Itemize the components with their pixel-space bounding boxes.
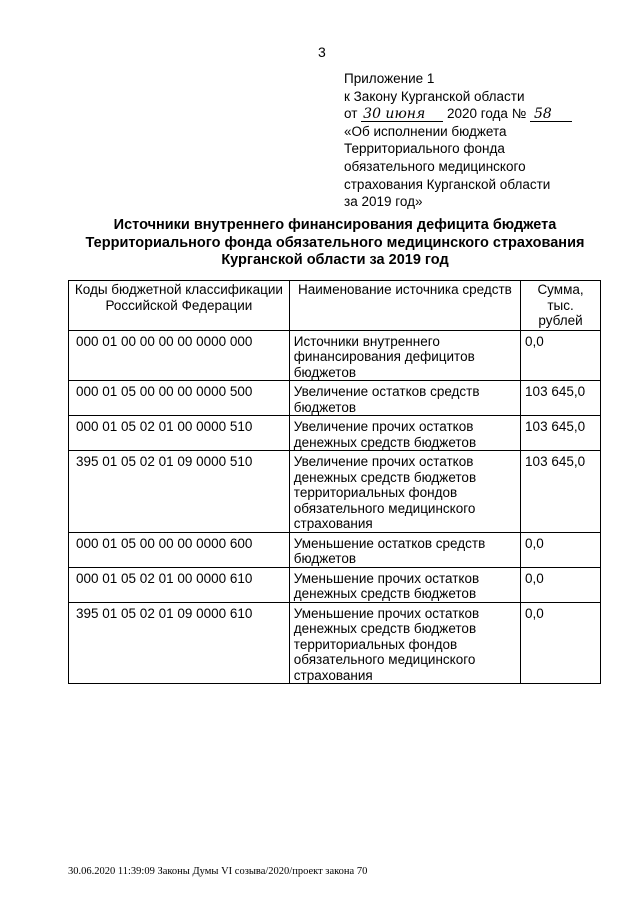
row-sum: 103 645,0 xyxy=(521,416,601,451)
row-code: 000 01 05 02 01 00 0000 510 xyxy=(69,416,290,451)
row-name: Уменьшение прочих остатков денежных средств бюджетов xyxy=(289,567,520,602)
row-name: Увеличение остатков средств бюджетов xyxy=(289,381,520,416)
row-name: Уменьшение остатков средств бюджетов xyxy=(289,532,520,567)
row-code: 395 01 05 02 01 09 0000 510 xyxy=(69,451,290,533)
footer-stamp: 30.06.2020 11:39:09 Законы Думы VI созыва/2020/проект закона 70 xyxy=(68,866,368,877)
table-row xyxy=(69,567,601,602)
row-sum: 103 645,0 xyxy=(521,451,601,533)
heading-line-3: Курганской области за 2019 год xyxy=(221,252,449,268)
row-sum: 103 645,0 xyxy=(521,381,601,416)
table-row xyxy=(69,532,601,567)
table-row xyxy=(69,451,601,533)
appendix-law-ref: к Закону Курганской области xyxy=(344,88,525,104)
row-name: Увеличение прочих остатков денежных средств бюджетов территориальных фондов обязательного медицинского страхования xyxy=(289,451,520,533)
row-name: Уменьшение прочих остатков денежных средств бюджетов территориальных фондов обязательного медицинского страхования xyxy=(289,602,520,684)
handwritten-number-text: 58 xyxy=(533,106,552,123)
table-row xyxy=(69,602,601,684)
row-name: Источники внутреннего финансирования дефицитов бюджетов xyxy=(289,330,520,381)
date-prefix: от xyxy=(344,106,358,122)
page-number: 3 xyxy=(318,44,326,60)
header-codes: Коды бюджетной классификации Российской Федерации xyxy=(69,281,290,331)
row-sum: 0,0 xyxy=(521,532,601,567)
row-sum: 0,0 xyxy=(521,330,601,381)
row-code: 000 01 05 00 00 00 0000 600 xyxy=(69,532,290,567)
handwritten-date-text: 30 июня xyxy=(363,106,426,123)
appendix-law-title-2: Территориального фонда xyxy=(344,141,505,157)
handwritten-date xyxy=(361,107,443,122)
appendix-date-line xyxy=(344,105,624,123)
table-row xyxy=(69,381,601,416)
appendix-block xyxy=(344,70,624,211)
row-code: 000 01 05 00 00 00 0000 500 xyxy=(69,381,290,416)
appendix-title: Приложение 1 xyxy=(344,71,435,86)
row-sum: 0,0 xyxy=(521,567,601,602)
appendix-law-title-3: обязательного медицинского xyxy=(344,158,526,174)
heading-line-2: Территориального фонда обязательного медицинского страхования xyxy=(85,234,585,251)
table-row xyxy=(69,416,601,451)
table-header-row xyxy=(69,281,601,331)
row-name: Увеличение прочих остатков денежных средств бюджетов xyxy=(289,416,520,451)
handwritten-number xyxy=(530,107,572,122)
document-heading xyxy=(68,217,602,270)
table-row xyxy=(69,330,601,381)
header-sum: Сумма, тыс. рублей xyxy=(521,281,601,331)
appendix-law-title-4: страхования Курганской области xyxy=(344,176,551,192)
date-suffix: 2020 года № xyxy=(446,106,527,122)
row-code: 000 01 05 02 01 00 0000 610 xyxy=(69,567,290,602)
row-code: 000 01 00 00 00 00 0000 000 xyxy=(69,330,290,381)
row-code: 395 01 05 02 01 09 0000 610 xyxy=(69,602,290,684)
appendix-law-title-1: «Об исполнении бюджета xyxy=(344,123,507,139)
sources-table xyxy=(68,280,601,684)
header-source-name: Наименование источника средств xyxy=(289,281,520,331)
row-sum: 0,0 xyxy=(521,602,601,684)
heading-line-1: Источники внутреннего финансирования дефицита бюджета xyxy=(113,217,557,233)
appendix-law-title-5: за 2019 год» xyxy=(344,194,423,210)
